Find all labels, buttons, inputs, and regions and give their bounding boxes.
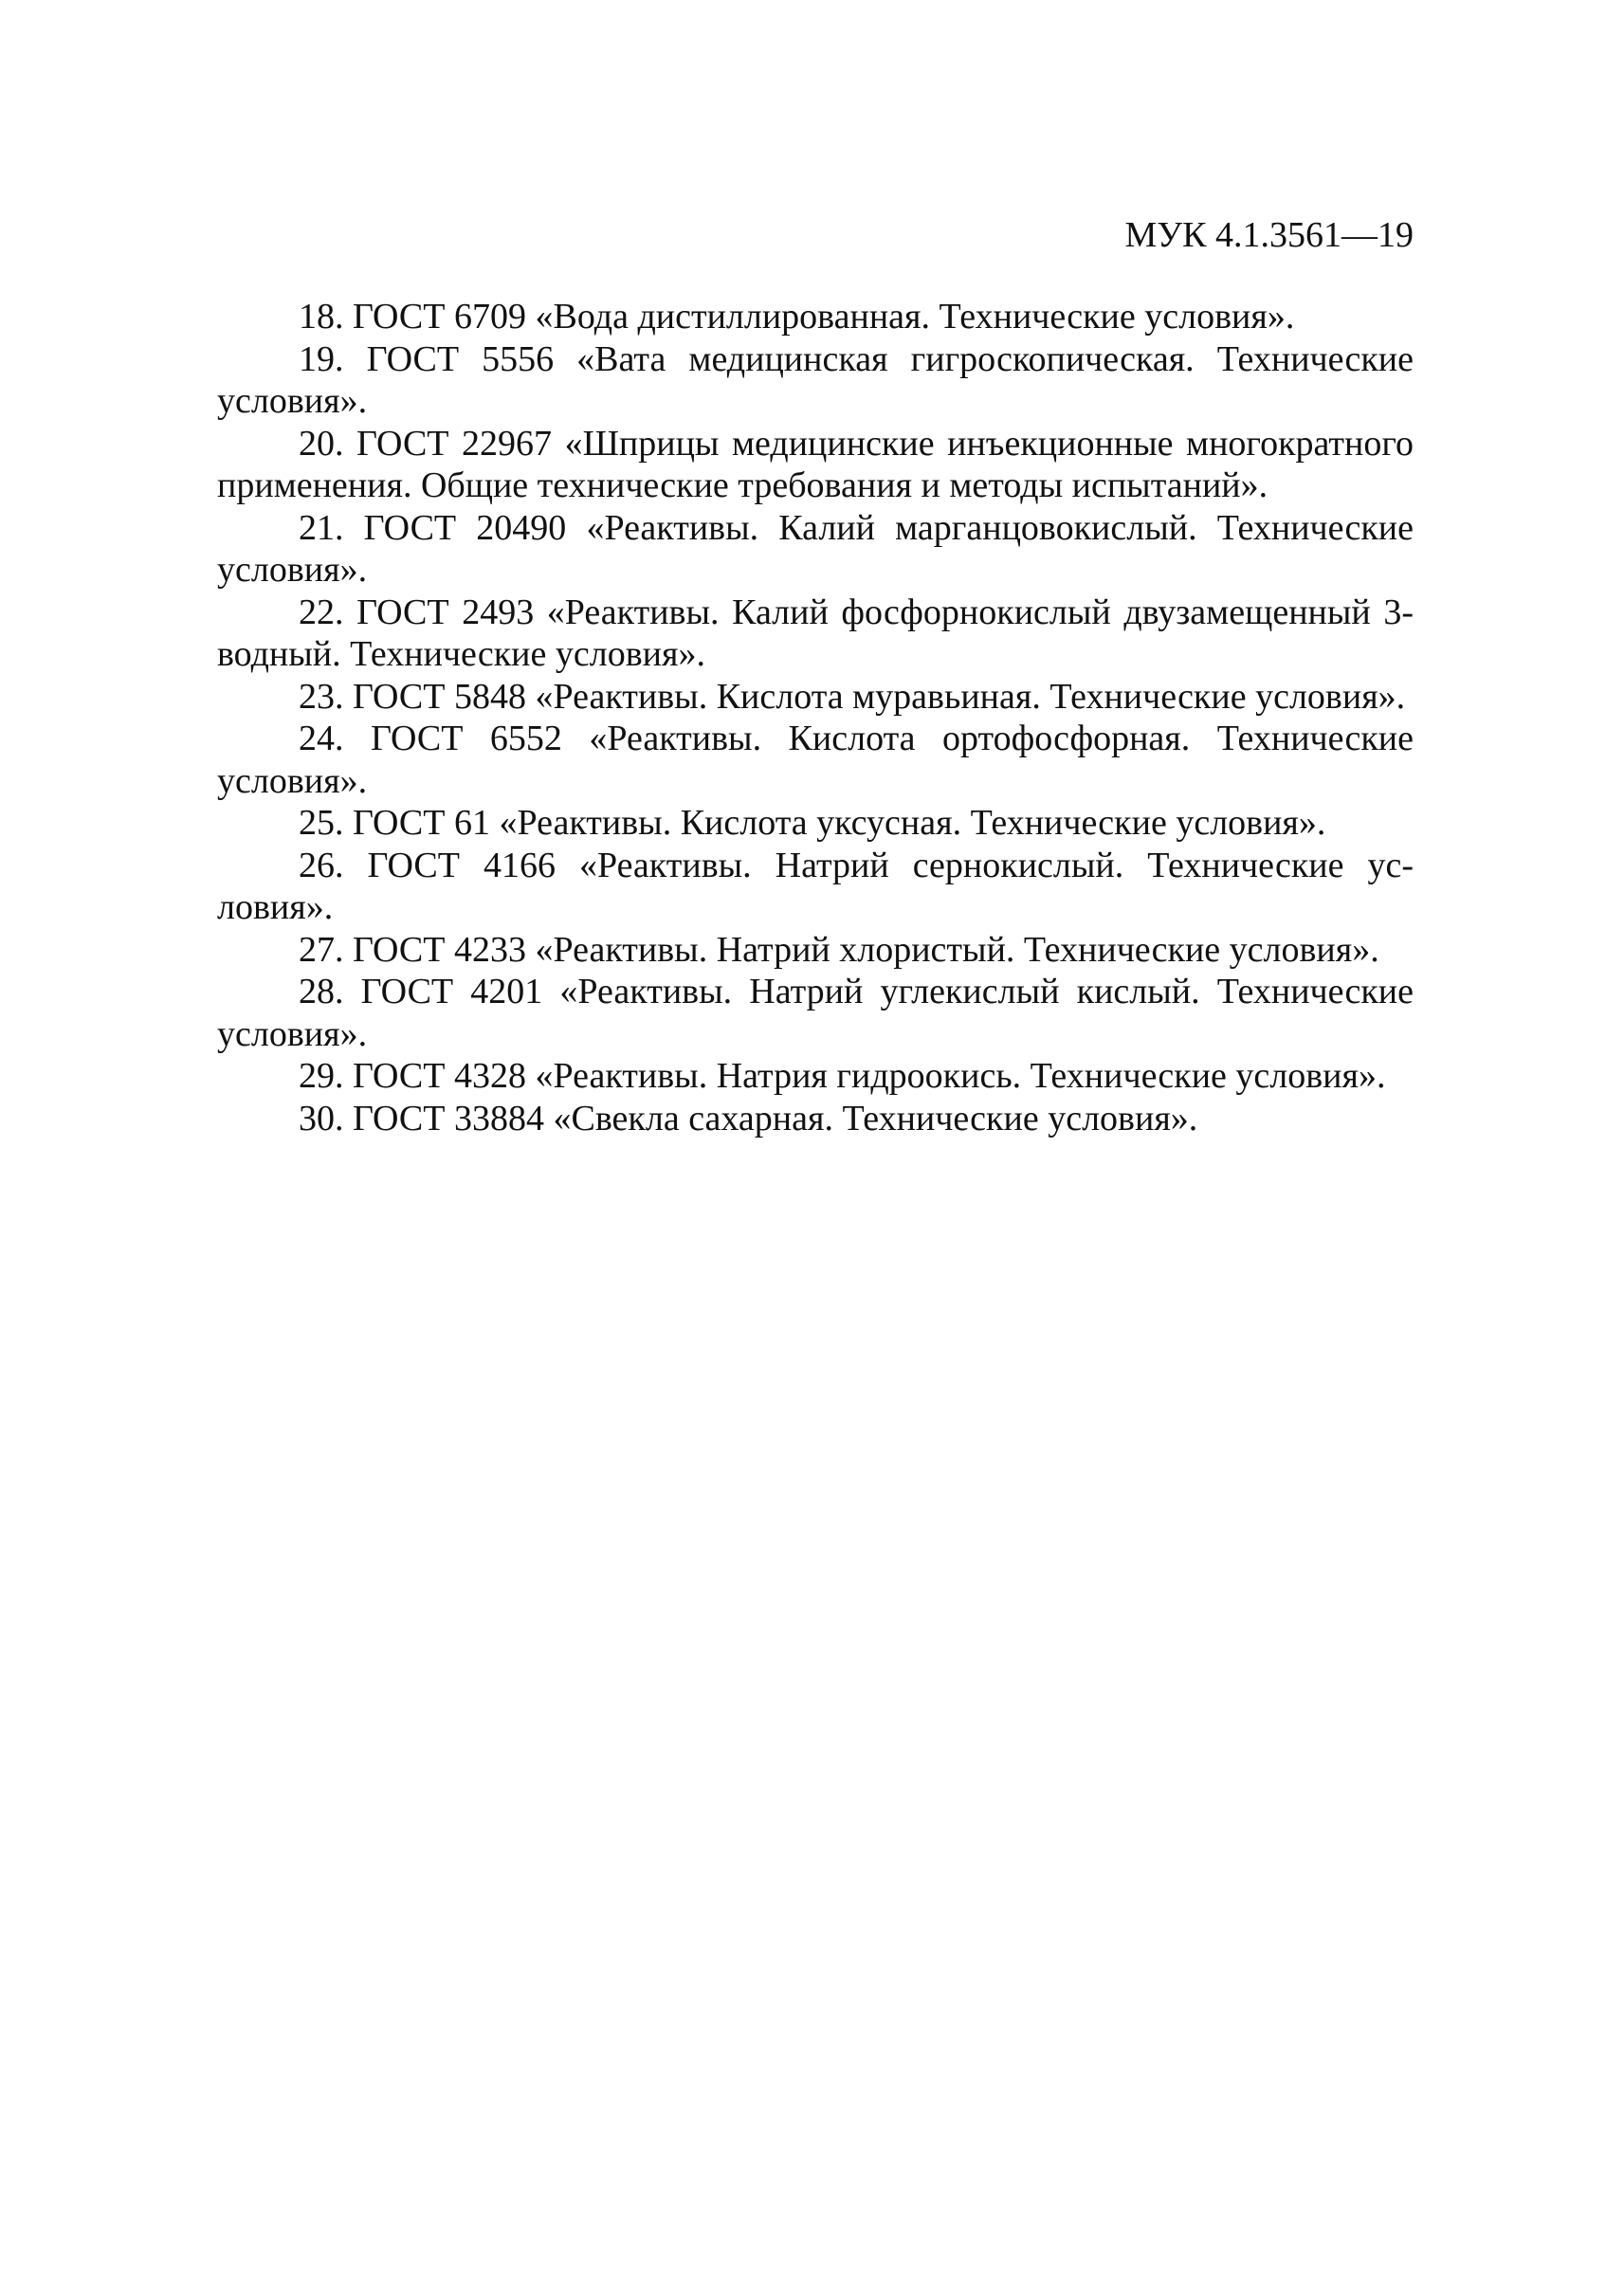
reference-text: ГОСТ 20490 «Реактивы. Калий марганцовокислый. Технические условия».	[217, 507, 1414, 590]
reference-item	[217, 971, 1414, 1055]
reference-item	[217, 929, 1414, 972]
reference-text: ГОСТ 5556 «Вата медицинская гигроскопическая. Технические условия».	[217, 338, 1414, 421]
document-code: МУК 4.1.3561—19	[1124, 215, 1414, 255]
reference-number: 30.	[299, 1098, 344, 1138]
reference-text: ГОСТ 6552 «Реактивы. Кислота ортофосфорная. Технические условия».	[217, 719, 1414, 801]
reference-number: 18.	[299, 297, 344, 337]
reference-item	[217, 676, 1414, 719]
reference-number: 21.	[299, 507, 344, 548]
reference-number: 25.	[299, 803, 344, 843]
reference-text: ГОСТ 4328 «Реактивы. Натрия гидроокись. Технические условия».	[353, 1056, 1386, 1096]
reference-text: ГОСТ 4201 «Реактивы. Натрий углекислый кислый. Технические условия».	[217, 972, 1414, 1054]
reference-item	[217, 802, 1414, 845]
reference-item	[217, 718, 1414, 802]
reference-text: ГОСТ 5848 «Реактивы. Кислота муравьиная. Технические условия».	[353, 676, 1406, 717]
reference-number: 23.	[299, 676, 344, 717]
reference-item	[217, 507, 1414, 592]
reference-number: 27.	[299, 929, 344, 970]
reference-number: 20.	[299, 423, 344, 464]
reference-number: 29.	[299, 1056, 344, 1096]
reference-text: ГОСТ 6709 «Вода дистиллированная. Технические условия».	[353, 297, 1295, 337]
reference-text: ГОСТ 4166 «Реактивы. Натрий сернокислый. Технические условия».	[217, 845, 1414, 927]
reference-number: 26.	[299, 845, 344, 885]
reference-number: 22.	[299, 592, 344, 632]
reference-item	[217, 1055, 1414, 1098]
reference-item	[217, 423, 1414, 507]
reference-number: 24.	[299, 719, 344, 758]
reference-text: ГОСТ 2493 «Реактивы. Калий фосфорнокислый двузамещенный 3-водный. Технические условия».	[217, 592, 1414, 674]
reference-list	[217, 296, 1414, 1139]
reference-number: 28.	[299, 972, 344, 1011]
reference-text: ГОСТ 4233 «Реактивы. Натрий хлористый. Технические условия».	[353, 929, 1379, 970]
reference-text: ГОСТ 22967 «Шприцы медицинские инъекционные многократного применения. Общие технические требования и методы испытаний».	[217, 423, 1414, 505]
reference-text: ГОСТ 61 «Реактивы. Кислота уксусная. Технические условия».	[353, 803, 1326, 843]
reference-item	[217, 845, 1414, 929]
reference-item	[217, 1098, 1414, 1140]
reference-item	[217, 592, 1414, 676]
reference-item	[217, 338, 1414, 423]
page-header	[1124, 214, 1414, 256]
reference-text: ГОСТ 33884 «Свекла сахарная. Технические условия».	[353, 1098, 1198, 1138]
reference-number: 19.	[299, 338, 344, 379]
reference-item	[217, 296, 1414, 338]
